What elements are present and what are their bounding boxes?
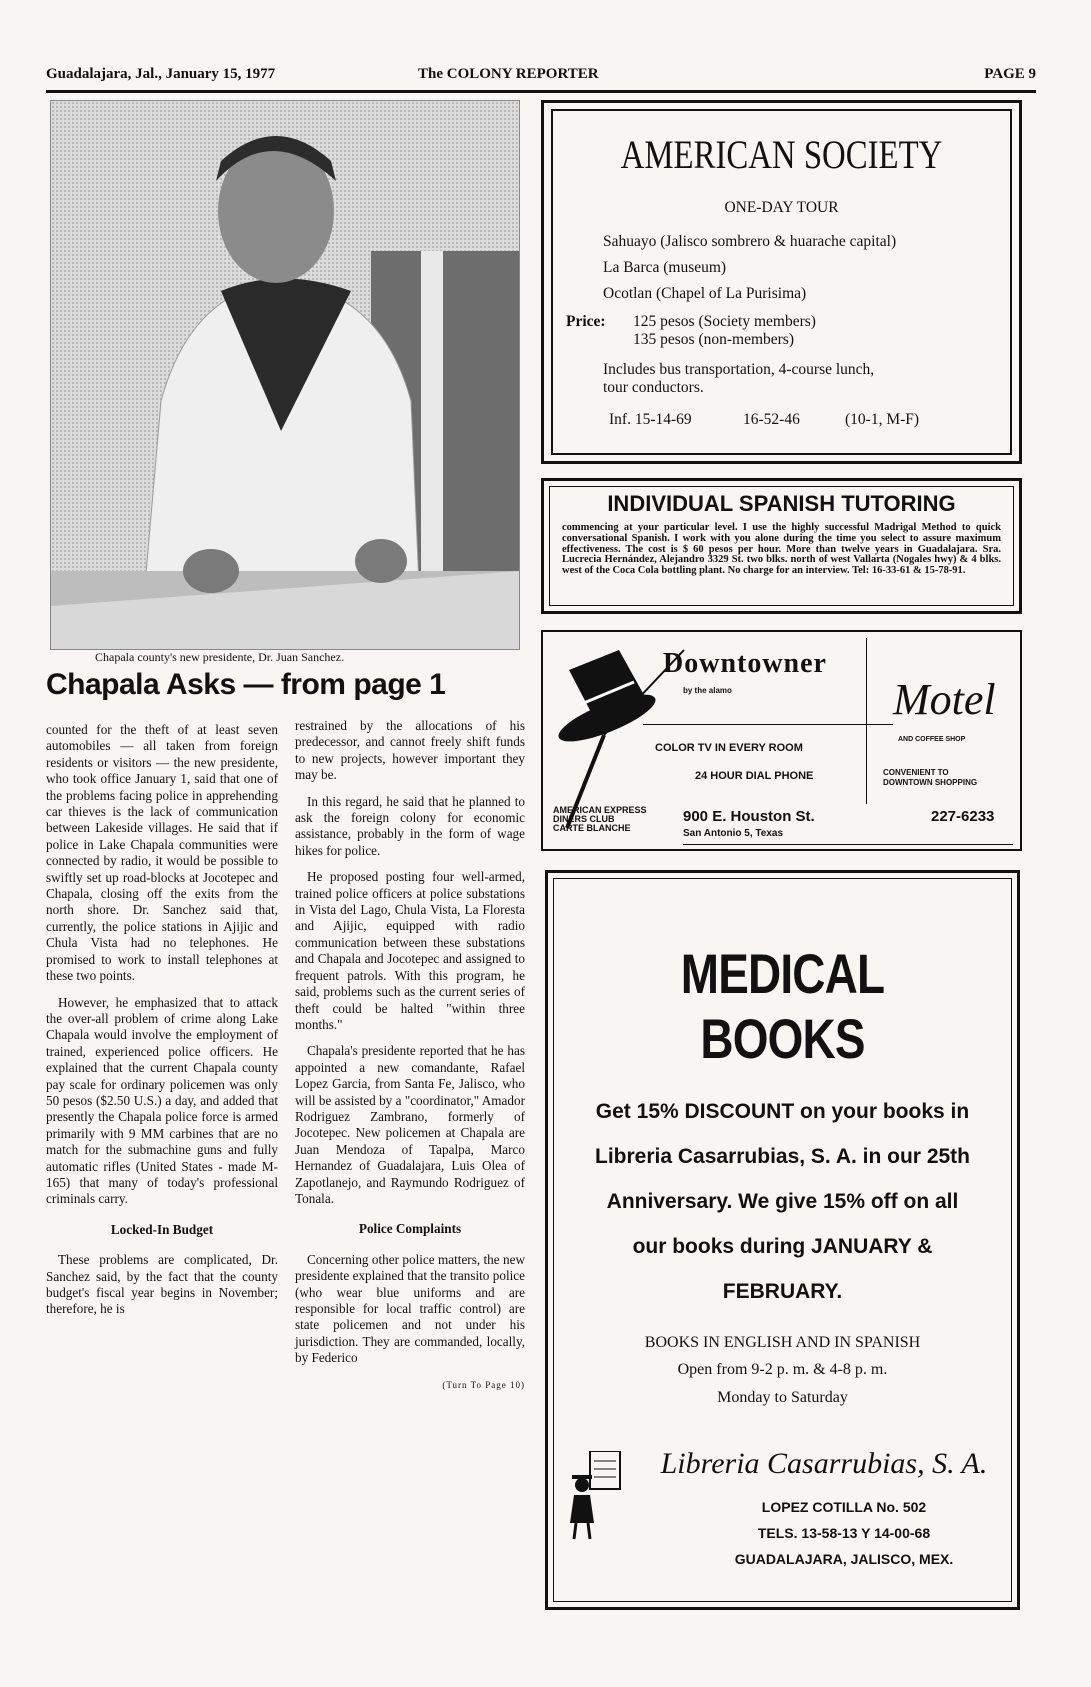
office-hours: (10-1, M-F) bbox=[845, 411, 920, 428]
credit-card: AMERICAN EXPRESS bbox=[553, 805, 647, 815]
ad-subtitle: ONE-DAY TOUR bbox=[724, 199, 839, 216]
convenient-text: CONVENIENT TO bbox=[883, 768, 949, 777]
price-members: 125 pesos (Society members) bbox=[633, 313, 816, 330]
american-society-ad bbox=[541, 100, 1022, 464]
ad-title: MEDICAL BOOKS bbox=[680, 942, 885, 1070]
discount-line: Libreria Casarrubias, S. A. in our 25th bbox=[595, 1145, 970, 1168]
books-languages: BOOKS IN ENGLISH AND IN SPANISH bbox=[644, 1334, 921, 1351]
paragraph: restrained by the allocations of his predecessor, and cannot freely shift funds to new projects, however important they may be. bbox=[295, 718, 525, 783]
motel-phone: 227-6233 bbox=[931, 808, 995, 825]
motel-city: San Antonio 5, Texas bbox=[683, 828, 784, 839]
divider bbox=[866, 638, 867, 804]
store-city: GUADALAJARA, JALISCO, MEX. bbox=[734, 1551, 954, 1567]
medical-books-ad bbox=[545, 870, 1020, 1610]
discount-text bbox=[574, 1089, 991, 1314]
newspaper-name: The COLONY REPORTER bbox=[418, 66, 599, 82]
masthead-rule bbox=[46, 90, 1036, 93]
info-phone: Inf. 15-14-69 bbox=[609, 411, 692, 428]
subheading: Locked-In Budget bbox=[110, 1221, 214, 1237]
discount-line: Anniversary. We give 15% off on all bbox=[606, 1190, 959, 1213]
subheading: Police Complaints bbox=[358, 1221, 462, 1237]
ad-body: commencing at your particular level. I use the highly successful Madrigal Method to quick conversational Spanish. I work with you alone during the time you select to assure maximum effectiveness. The cost is $ 60 pesos per hour. More than twelve years in Guadalajara. Sra. Lucrecia Hernández, Alejandro 3329 St. two blks. north of west Vallarta (Nogales hwy) & 4 blks. west of the Coca Cola bottling plant. No charge for an interview. Tel: 16-33-61 & 15-78-91. bbox=[562, 522, 1001, 577]
paragraph: Chapala's presidente reported that he has appointed a new comandante, Rafael Lopez Garcia, from Santa Fe, Jalisco, who will be assisted by a "coordinator," Amador Rodriguez Zambrano, formerly of Jocotepec. New policemen at Chapala are Juan Mendoza of Tapalpa, Marco Hernandez of Guadalajara, Luis Olea of Zapotlanejo, and Raymundo Rodriguez of Tonala. bbox=[295, 1043, 525, 1206]
amenity-phone: 24 HOUR DIAL PHONE bbox=[695, 770, 814, 782]
discount-line: FEBRUARY. bbox=[722, 1280, 843, 1303]
scholar-reading-icon bbox=[566, 1451, 626, 1541]
store-logo: Libreria Casarrubias, S. A. bbox=[660, 1447, 988, 1480]
convenient-text: DOWNTOWN SHOPPING bbox=[883, 778, 978, 787]
motel-script: Motel bbox=[893, 675, 996, 724]
spanish-tutoring-ad bbox=[541, 478, 1022, 614]
downtowner-motel-ad bbox=[541, 630, 1022, 851]
dateline: Guadalajara, Jal., January 15, 1977 bbox=[46, 66, 276, 82]
motel-street: 900 E. Houston St. bbox=[683, 808, 815, 825]
divider bbox=[643, 724, 893, 725]
coffee-shop: AND COFFEE SHOP bbox=[898, 736, 966, 743]
discount-line: our books during JANUARY & bbox=[632, 1235, 933, 1258]
store-phones: TELS. 13-58-13 Y 14-00-68 bbox=[757, 1525, 931, 1541]
includes-text: Includes bus transportation, 4-course lunch, bbox=[603, 361, 875, 378]
page-number: PAGE 9 bbox=[984, 66, 1036, 82]
article-headline: Chapala Asks — from page 1 bbox=[46, 668, 446, 701]
store-days: Monday to Saturday bbox=[717, 1389, 848, 1406]
info-phone-2: 16-52-46 bbox=[743, 411, 800, 428]
credit-card: CARTE BLANCHE bbox=[553, 823, 631, 833]
ad-border bbox=[549, 486, 1014, 606]
presidente-photo bbox=[50, 100, 520, 650]
article-column-2 bbox=[295, 718, 525, 1393]
article-column-1 bbox=[46, 722, 278, 1328]
masthead bbox=[46, 66, 1036, 86]
store-address: LOPEZ COTILLA No. 502 bbox=[761, 1499, 927, 1515]
paragraph: He proposed posting four well-armed, trained police officers at police substations in Vista del Lago, Chula Vista, La Floresta and Ajijic, equipped with radio communication between these substations and Chapala and Jocotepec and assigned to frequent patrols. With this program, he said, problems such as the current series of theft could be halted "within three months." bbox=[295, 869, 525, 1032]
discount-line: Get 15% DISCOUNT on your books in bbox=[595, 1100, 970, 1123]
ad-title: AMERICAN SOCIETY bbox=[620, 132, 943, 177]
tour-stop: Ocotlan (Chapel of La Purisima) bbox=[603, 285, 807, 302]
credit-card: DINERS CLUB bbox=[553, 814, 615, 824]
ad-border bbox=[553, 878, 1012, 1602]
ad-border bbox=[551, 109, 1012, 455]
amenity-tv: COLOR TV IN EVERY ROOM bbox=[655, 742, 803, 754]
paragraph: In this regard, he said that he planned to ask the foreign colony for economic assistance, probably in the form of wage hikes for police. bbox=[295, 793, 525, 858]
includes-text: tour conductors. bbox=[603, 379, 704, 396]
portrait-image bbox=[51, 101, 519, 649]
turn-to-page: (Turn To Page 10) bbox=[442, 1379, 525, 1390]
divider bbox=[683, 844, 1013, 845]
tour-stop: La Barca (museum) bbox=[603, 259, 727, 276]
paragraph: However, he emphasized that to attack the over-all problem of crime along Lake Chapala would involve the employment of trained, experienced police officers. He explained that the current Chapala county pay scale for ordinary policemen was only 50 pesos ($2.50 U.S.) a day, and added that presently the Chapala police force is armed primarily with 9 MM carbines that are no match for the submachine guns and fully automatic rifles (United States - made M-165) that many of today's professional criminals carry. bbox=[46, 994, 278, 1207]
photo-caption: Chapala county's new presidente, Dr. Juan Sanchez. bbox=[95, 650, 345, 664]
ad-title: INDIVIDUAL SPANISH TUTORING bbox=[607, 491, 956, 516]
paragraph: Concerning other police matters, the new presidente explained that the transito police (who wear blue uniforms and are responsible for local traffic control) are state policemen and not under his jurisdiction. They are commanded, locally, by Federico bbox=[295, 1251, 525, 1366]
motel-name: Downtowner bbox=[663, 648, 827, 679]
paragraph: counted for the theft of at least seven automobiles — all taken from foreign residents or visitors — the new presidente, who took office January 1, said that one of the problems facing police in apprehending car thieves is the lack of communication between Lakeside villages. He said that if police in Lake Chapala communities were connected by radio, it would be possible to swiftly set up road-blocks at Jocotepec and Chapala, closing off the exits from the north shore. Dr. Sanchez said that, currently, the police stations in Ajijic and Chula Vista had no telephones. He promised to work to install telephones at these two points. bbox=[46, 722, 278, 984]
paragraph: These problems are complicated, Dr. Sanchez said, by the fact that the county budget's fiscal year begins in November; therefore, he is bbox=[46, 1252, 278, 1317]
price-label: Price: bbox=[566, 313, 606, 330]
price-non-members: 135 pesos (non-members) bbox=[633, 331, 794, 348]
motel-tagline: by the alamo bbox=[683, 686, 732, 695]
tour-stop: Sahuayo (Jalisco sombrero & huarache capital) bbox=[603, 233, 897, 250]
store-hours: Open from 9-2 p. m. & 4-8 p. m. bbox=[677, 1361, 888, 1378]
